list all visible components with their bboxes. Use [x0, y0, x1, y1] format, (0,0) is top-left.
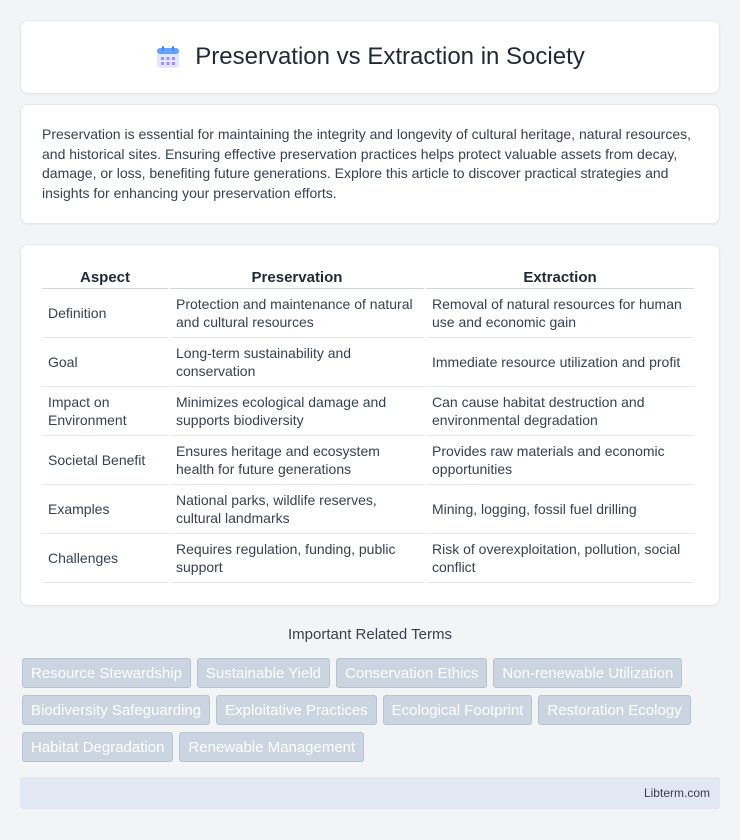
- table-row: [42, 387, 694, 436]
- calendar-icon: [155, 44, 181, 70]
- cell-aspect: Challenges: [42, 534, 168, 583]
- cell-aspect: Impact on Environment: [42, 387, 168, 436]
- footer: [20, 777, 720, 809]
- table-header-row: [42, 265, 694, 289]
- table-row: [42, 534, 694, 583]
- comparison-table: [40, 265, 696, 583]
- related-term-tag[interactable]: Restoration Ecology: [538, 695, 690, 725]
- related-term-tag[interactable]: Resource Stewardship: [22, 658, 191, 688]
- related-terms-title: Important Related Terms: [288, 626, 452, 643]
- footer-site-link[interactable]: Libterm.com: [643, 786, 710, 800]
- title-card: [20, 20, 720, 94]
- table-row: [42, 436, 694, 485]
- related-term-tag[interactable]: Sustainable Yield: [197, 658, 330, 688]
- intro-card: [20, 104, 720, 224]
- related-term-tag[interactable]: Conservation Ethics: [336, 658, 487, 688]
- page-title: Preservation vs Extraction in Society: [195, 43, 585, 70]
- cell-extraction: Can cause habitat destruction and environmental degradation: [426, 387, 694, 436]
- related-term-tag[interactable]: Renewable Management: [179, 732, 364, 762]
- cell-extraction: Immediate resource utilization and profit: [426, 338, 694, 387]
- cell-extraction: Mining, logging, fossil fuel drilling: [426, 485, 694, 534]
- cell-preservation: Minimizes ecological damage and supports biodiversity: [170, 387, 424, 436]
- cell-preservation: Ensures heritage and ecosystem health for future generations: [170, 436, 424, 485]
- cell-preservation: Long-term sustainability and conservation: [170, 338, 424, 387]
- related-term-tag[interactable]: Exploitative Practices: [216, 695, 377, 725]
- related-term-tag[interactable]: Ecological Footprint: [383, 695, 533, 725]
- header-extraction: Extraction: [426, 265, 694, 289]
- cell-preservation: National parks, wildlife reserves, cultural landmarks: [170, 485, 424, 534]
- cell-extraction: Risk of overexploitation, pollution, social conflict: [426, 534, 694, 583]
- table-row: [42, 485, 694, 534]
- header-aspect: Aspect: [42, 265, 168, 289]
- comparison-table-card: [20, 244, 720, 606]
- related-terms-list: [22, 658, 722, 762]
- related-term-tag[interactable]: Biodiversity Safeguarding: [22, 695, 210, 725]
- related-term-tag[interactable]: Non-renewable Utilization: [493, 658, 682, 688]
- cell-aspect: Examples: [42, 485, 168, 534]
- table-row: [42, 289, 694, 338]
- header-preservation: Preservation: [170, 265, 424, 289]
- cell-preservation: Protection and maintenance of natural and cultural resources: [170, 289, 424, 338]
- cell-preservation: Requires regulation, funding, public support: [170, 534, 424, 583]
- cell-aspect: Societal Benefit: [42, 436, 168, 485]
- table-row: [42, 338, 694, 387]
- cell-aspect: Definition: [42, 289, 168, 338]
- cell-extraction: Provides raw materials and economic opportunities: [426, 436, 694, 485]
- cell-aspect: Goal: [42, 338, 168, 387]
- intro-text: Preservation is essential for maintaining the integrity and longevity of cultural heritage, natural resources, and historical sites. Ensuring effective preservation practices helps protect valuable assets from decay, damage, or loss, benefiting future generations. Explore this article to discover practical strategies and insights for enhancing your preservation efforts.: [42, 126, 692, 201]
- related-term-tag[interactable]: Habitat Degradation: [22, 732, 173, 762]
- cell-extraction: Removal of natural resources for human use and economic gain: [426, 289, 694, 338]
